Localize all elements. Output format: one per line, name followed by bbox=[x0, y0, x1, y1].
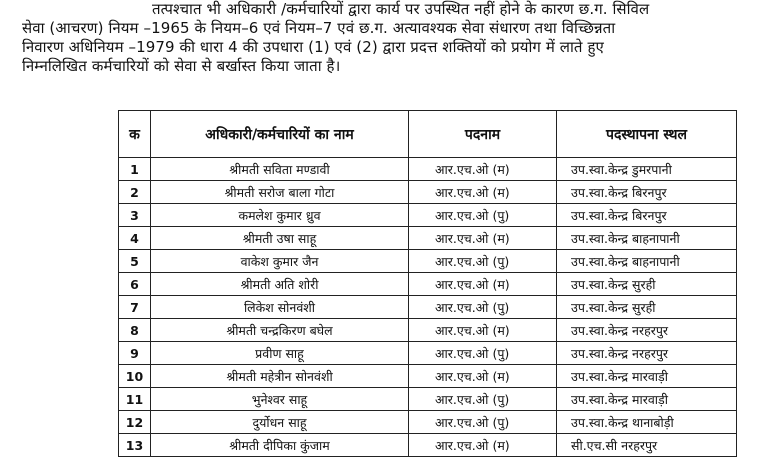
dismissal-table bbox=[118, 110, 737, 457]
table-row bbox=[119, 434, 737, 457]
table-header-row bbox=[119, 111, 737, 158]
cell-designation: आर.एच.ओ (पु) bbox=[409, 250, 557, 273]
table-row bbox=[119, 296, 737, 319]
cell-posting-place: उप.स्वा.केन्द्र सुरही bbox=[557, 273, 737, 296]
table-row bbox=[119, 411, 737, 434]
order-line: निम्नलिखित कर्मचारियों को सेवा से बर्खास्त किया जाता है। bbox=[22, 57, 341, 75]
cell-serial: 7 bbox=[119, 296, 151, 319]
cell-posting-place: उप.स्वा.केन्द्र मारवाड़ी bbox=[557, 365, 737, 388]
cell-posting-place: उप.स्वा.केन्द्र सुरही bbox=[557, 296, 737, 319]
cell-serial: 6 bbox=[119, 273, 151, 296]
cell-designation: आर.एच.ओ (म) bbox=[409, 273, 557, 296]
order-line: सेवा (आचरण) नियम –1965 के नियम–6 एवं नियम–7 एवं छ.ग. अत्यावश्यक सेवा संधारण तथा विच्छिन्नता bbox=[22, 19, 616, 37]
cell-designation: आर.एच.ओ (म) bbox=[409, 181, 557, 204]
cell-serial: 2 bbox=[119, 181, 151, 204]
order-line: निवारण अधिनियम –1979 की धारा 4 की उपधारा (1) एवं (2) द्वारा प्रदत्त शक्तियों को प्रयोग में लाते हुए bbox=[22, 38, 604, 56]
cell-posting-place: उप.स्वा.केन्द्र बिरनपुर bbox=[557, 181, 737, 204]
table-row bbox=[119, 365, 737, 388]
cell-serial: 1 bbox=[119, 158, 151, 181]
cell-serial: 10 bbox=[119, 365, 151, 388]
table-row bbox=[119, 319, 737, 342]
cell-designation: आर.एच.ओ (म) bbox=[409, 227, 557, 250]
cell-posting-place: उप.स्वा.केन्द्र थानाबोड़ी bbox=[557, 411, 737, 434]
dismissal-table-container bbox=[118, 110, 737, 457]
cell-name: श्रीमती सरोज बाला गोटा bbox=[151, 181, 409, 204]
cell-name: लिकेश सोनवंशी bbox=[151, 296, 409, 319]
table-row bbox=[119, 388, 737, 411]
header-name: अधिकारी/कर्मचारियों का नाम bbox=[151, 111, 409, 158]
cell-name: भुनेश्वर साहू bbox=[151, 388, 409, 411]
cell-designation: आर.एच.ओ (पु) bbox=[409, 204, 557, 227]
cell-posting-place: उप.स्वा.केन्द्र मारवाड़ी bbox=[557, 388, 737, 411]
cell-name: श्रीमती उषा साहू bbox=[151, 227, 409, 250]
cell-name: श्रीमती महेत्रीन सोनवंशी bbox=[151, 365, 409, 388]
cell-name: कमलेश कुमार ध्रुव bbox=[151, 204, 409, 227]
cell-designation: आर.एच.ओ (पु) bbox=[409, 296, 557, 319]
cell-posting-place: उप.स्वा.केन्द्र डुमरपानी bbox=[557, 158, 737, 181]
cell-designation: आर.एच.ओ (म) bbox=[409, 434, 557, 457]
cell-designation: आर.एच.ओ (पु) bbox=[409, 342, 557, 365]
cell-posting-place: उप.स्वा.केन्द्र बिरनपुर bbox=[557, 204, 737, 227]
table-row bbox=[119, 273, 737, 296]
order-paragraph bbox=[22, 0, 762, 76]
cell-serial: 9 bbox=[119, 342, 151, 365]
cell-serial: 13 bbox=[119, 434, 151, 457]
cell-name: दुर्योधन साहू bbox=[151, 411, 409, 434]
cell-serial: 11 bbox=[119, 388, 151, 411]
table-row bbox=[119, 342, 737, 365]
cell-posting-place: सी.एच.सी नरहरपुर bbox=[557, 434, 737, 457]
cell-designation: आर.एच.ओ (म) bbox=[409, 365, 557, 388]
cell-name: श्रीमती चन्द्रकिरण बघेल bbox=[151, 319, 409, 342]
table-row bbox=[119, 250, 737, 273]
cell-serial: 8 bbox=[119, 319, 151, 342]
cell-posting-place: उप.स्वा.केन्द्र बाहनापानी bbox=[557, 250, 737, 273]
table-row bbox=[119, 204, 737, 227]
order-line: तत्पश्चात भी अधिकारी /कर्मचारियों द्वारा कार्य पर उपस्थित नहीं होने के कारण छ.ग. सिविल bbox=[152, 0, 650, 18]
cell-serial: 3 bbox=[119, 204, 151, 227]
cell-name: श्रीमती अति शोरी bbox=[151, 273, 409, 296]
cell-serial: 4 bbox=[119, 227, 151, 250]
cell-name: वाकेश कुमार जैन bbox=[151, 250, 409, 273]
cell-serial: 5 bbox=[119, 250, 151, 273]
header-posting-place: पदस्थापना स्थल bbox=[557, 111, 737, 158]
cell-posting-place: उप.स्वा.केन्द्र नरहरपुर bbox=[557, 319, 737, 342]
table-row bbox=[119, 181, 737, 204]
cell-designation: आर.एच.ओ (पु) bbox=[409, 388, 557, 411]
cell-posting-place: उप.स्वा.केन्द्र बाहनापानी bbox=[557, 227, 737, 250]
cell-designation: आर.एच.ओ (म) bbox=[409, 319, 557, 342]
table-row bbox=[119, 158, 737, 181]
cell-name: श्रीमती सविता मण्डावी bbox=[151, 158, 409, 181]
table-row bbox=[119, 227, 737, 250]
header-designation: पदनाम bbox=[409, 111, 557, 158]
header-serial: क bbox=[119, 111, 151, 158]
cell-designation: आर.एच.ओ (म) bbox=[409, 158, 557, 181]
cell-posting-place: उप.स्वा.केन्द्र नरहरपुर bbox=[557, 342, 737, 365]
cell-name: श्रीमती दीपिका कुंजाम bbox=[151, 434, 409, 457]
cell-serial: 12 bbox=[119, 411, 151, 434]
cell-name: प्रवीण साहू bbox=[151, 342, 409, 365]
cell-designation: आर.एच.ओ (पु) bbox=[409, 411, 557, 434]
